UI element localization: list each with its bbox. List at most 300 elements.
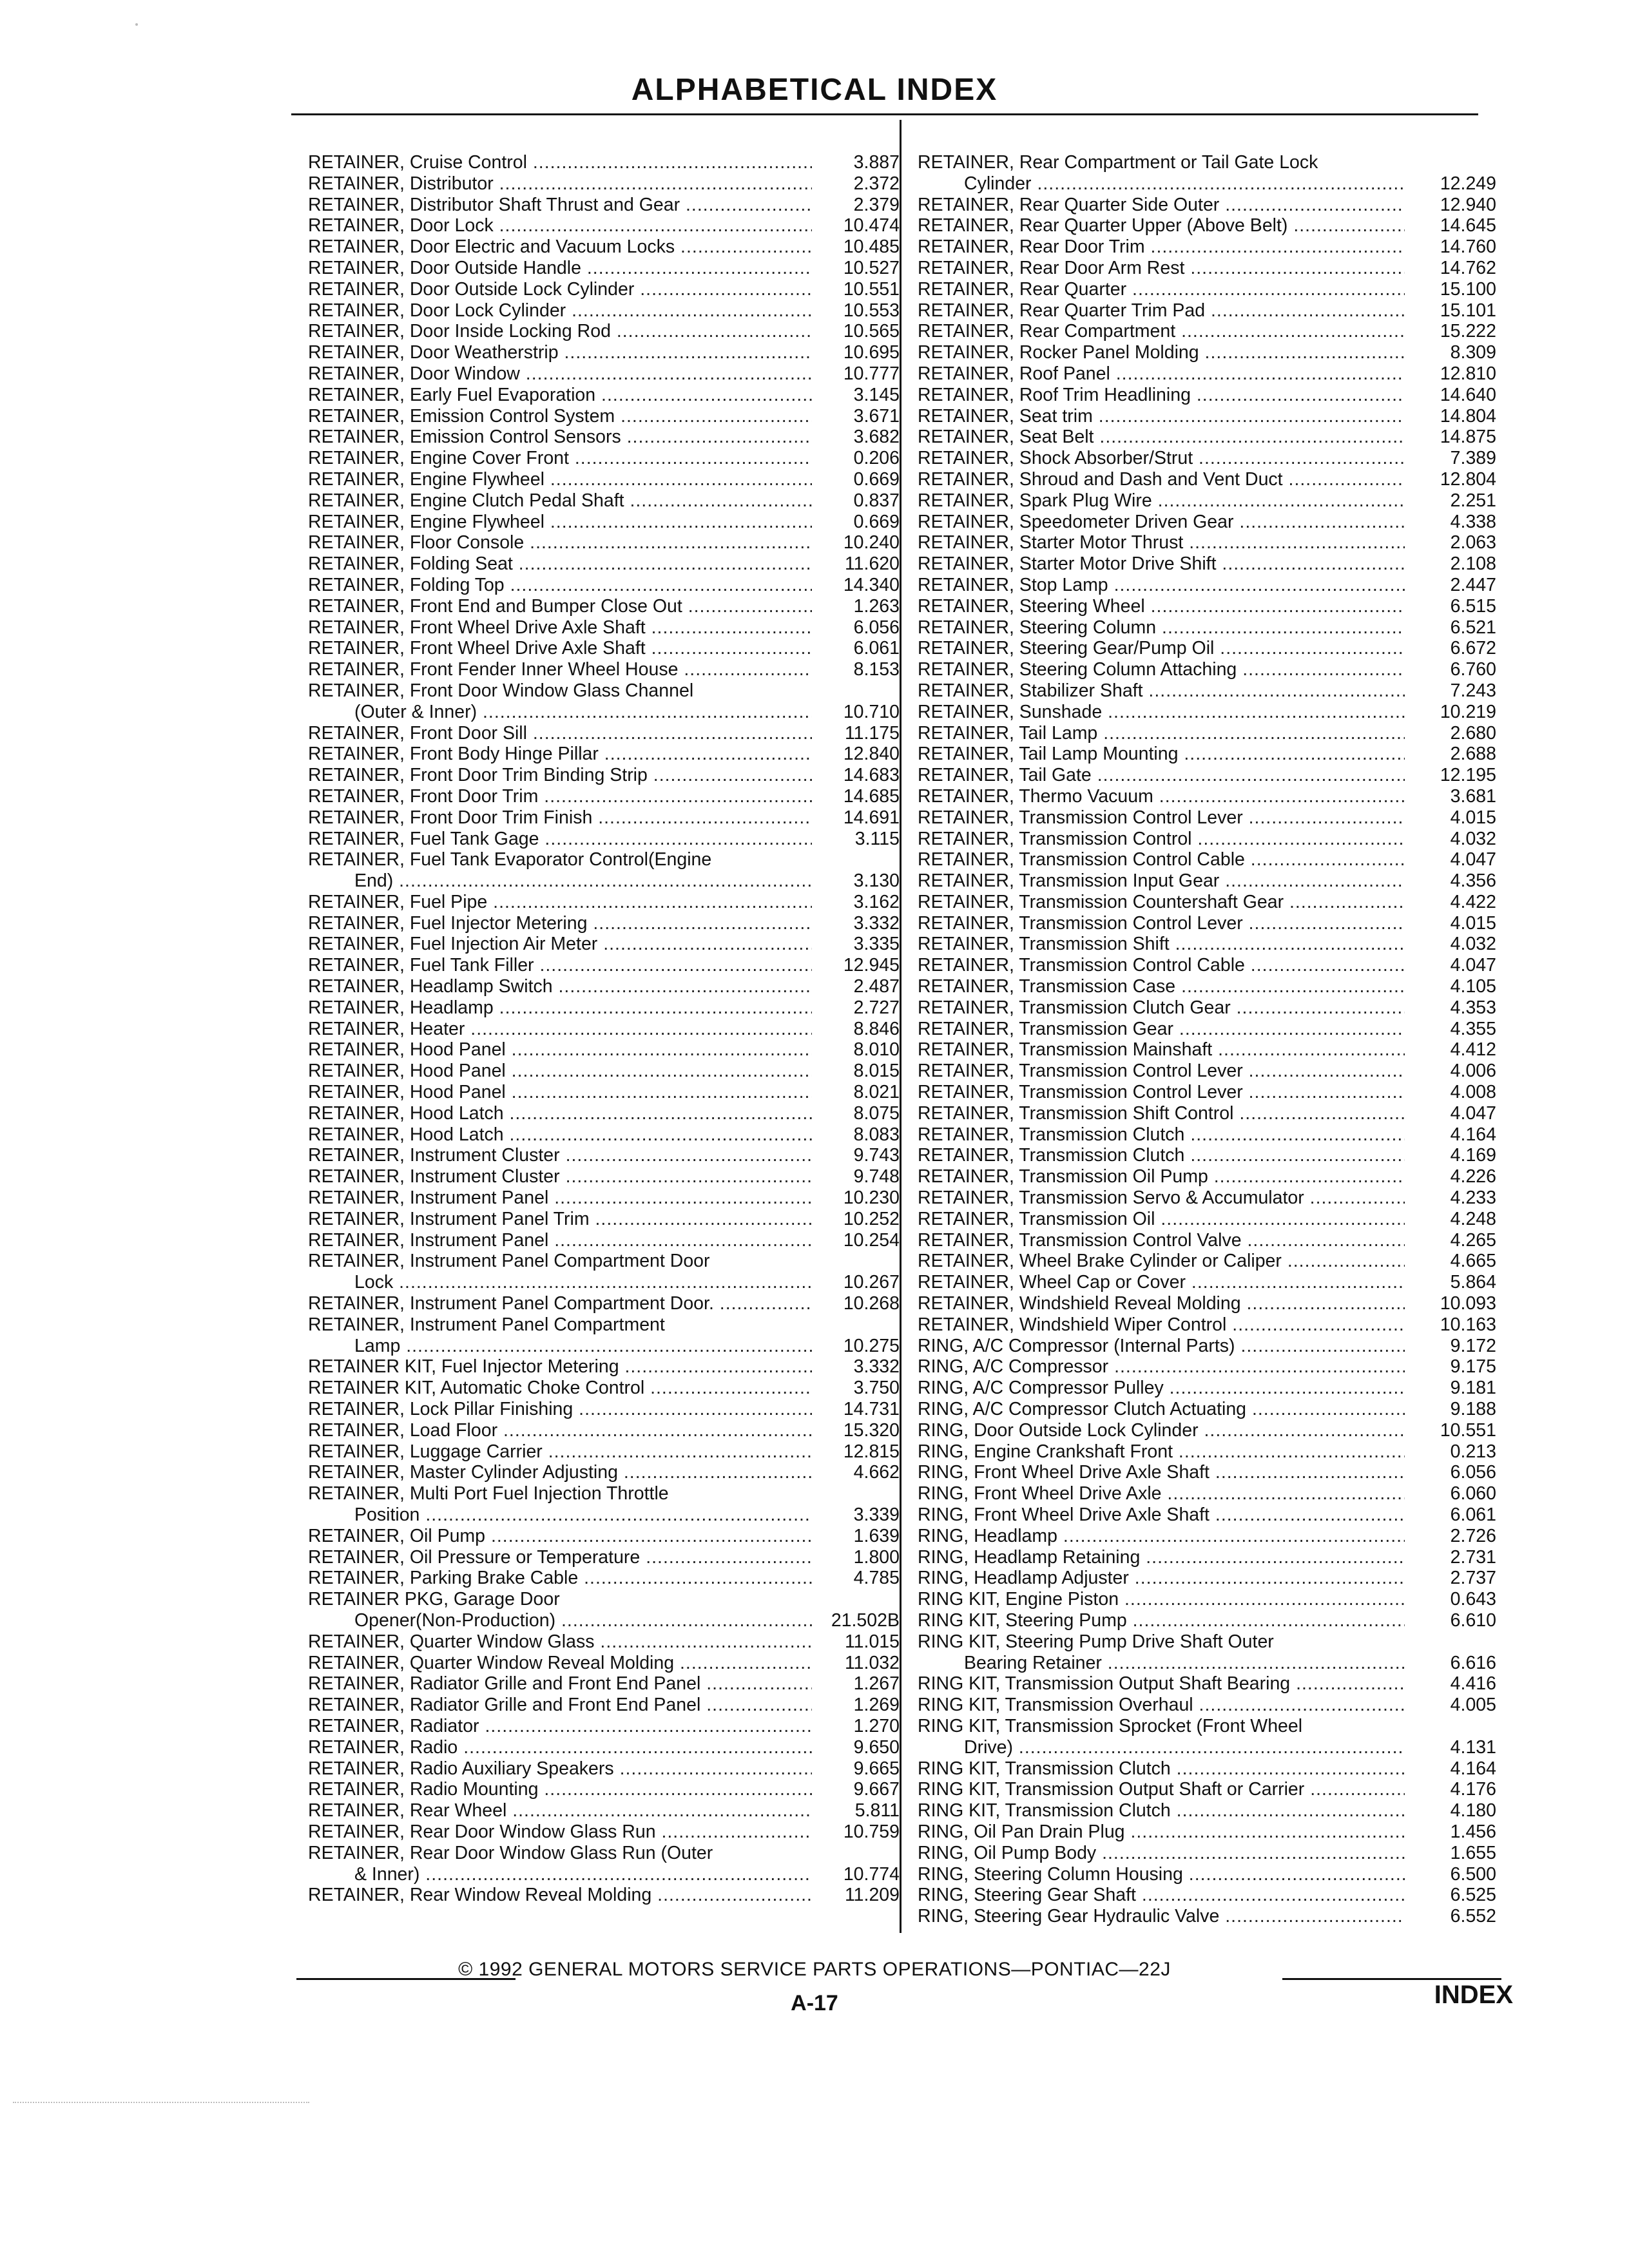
index-entry	[308, 596, 900, 617]
entry-page-ref: 4.665	[1450, 1251, 1496, 1272]
index-entry	[918, 1039, 1496, 1061]
entry-page-ref: 8.083	[853, 1124, 900, 1145]
entry-page-ref: 3.115	[854, 828, 900, 849]
index-entry	[308, 1124, 900, 1146]
entry-page-ref: 0.213	[1450, 1441, 1496, 1462]
entry-name: RETAINER, Instrument Panel Compartment Door	[308, 1251, 710, 1272]
entry-page-ref: 0.643	[1450, 1589, 1496, 1610]
index-entry	[918, 1526, 1496, 1547]
entry-name: RETAINER, Rear Quarter Side Outer .....	[918, 195, 1405, 216]
entry-name: RETAINER, Fuel Injector Metering .....	[308, 913, 812, 934]
index-entry	[918, 258, 1496, 279]
index-entry	[918, 1779, 1496, 1800]
entry-name: RING KIT, Steering Pump Drive Shaft Outer	[918, 1631, 1274, 1652]
index-entry	[308, 1251, 900, 1272]
entry-page-ref: 4.422	[1450, 891, 1496, 912]
entry-name: RETAINER, Engine Clutch Pedal Shaft .....	[308, 490, 812, 512]
index-entry	[308, 1209, 900, 1230]
index-entry	[918, 363, 1496, 385]
entry-name: RING, Front Wheel Drive Axle .....	[918, 1483, 1405, 1504]
index-entry	[308, 1716, 900, 1737]
index-entry	[308, 321, 900, 342]
index-entry	[918, 195, 1496, 216]
entry-page-ref: 14.760	[1440, 236, 1496, 258]
index-entry	[308, 427, 900, 448]
entry-page-ref: 9.172	[1450, 1335, 1496, 1356]
entry-name: RETAINER, Fuel Injection Air Meter .....	[308, 934, 812, 955]
entry-page-ref: 10.551	[843, 278, 900, 300]
entry-name: RETAINER, Steering Wheel .....	[918, 596, 1405, 617]
index-entry	[308, 744, 900, 765]
index-entry	[308, 1399, 900, 1420]
index-entry	[918, 702, 1496, 723]
entry-name: RETAINER PKG, Garage Door	[308, 1589, 560, 1610]
index-entry	[918, 1800, 1496, 1821]
index-entry	[918, 1547, 1496, 1568]
entry-name: RETAINER, Headlamp Switch .....	[308, 976, 812, 997]
index-entry	[308, 1293, 900, 1314]
entry-name: RETAINER, Hood Panel .....	[308, 1082, 812, 1103]
title-rule	[291, 113, 1478, 115]
index-entry	[918, 321, 1496, 342]
entry-page-ref: 12.945	[843, 955, 900, 976]
entry-name: RETAINER, Shock Absorber/Strut .....	[918, 448, 1405, 469]
entry-name: RING KIT, Transmission Clutch .....	[918, 1758, 1405, 1780]
index-entry	[308, 173, 900, 195]
entry-name: RETAINER, Instrument Panel Compartment Door. .....	[308, 1293, 812, 1314]
entry-name: RETAINER, Thermo Vacuum .....	[918, 786, 1405, 807]
entry-page-ref: 14.875	[1440, 427, 1496, 448]
entry-page-ref: 4.006	[1450, 1061, 1496, 1082]
entry-page-ref: 10.759	[843, 1821, 900, 1842]
index-entry	[918, 1673, 1496, 1695]
entry-name: RETAINER, Master Cylinder Adjusting .....	[308, 1462, 812, 1483]
index-entry	[308, 1821, 900, 1843]
index-entry	[918, 1568, 1496, 1589]
entry-name: RETAINER, Transmission Control Lever .....	[918, 1061, 1405, 1082]
entry-page-ref: 15.100	[1440, 278, 1496, 300]
entry-page-ref: 10.551	[1440, 1419, 1496, 1441]
index-entry	[918, 1758, 1496, 1780]
entry-page-ref: 0.206	[853, 448, 900, 469]
index-entry	[918, 680, 1496, 702]
entry-name: RETAINER, Folding Seat .....	[308, 553, 812, 575]
entry-page-ref: 10.268	[843, 1293, 900, 1314]
index-entry	[918, 1462, 1496, 1483]
index-entry	[308, 575, 900, 596]
index-entry	[308, 1145, 900, 1166]
index-entry	[918, 490, 1496, 512]
index-entry	[918, 849, 1496, 870]
entry-name: RING KIT, Transmission Sprocket (Front Wheel	[918, 1715, 1303, 1736]
entry-page-ref: 3.887	[853, 152, 900, 173]
entry-page-ref: 9.650	[853, 1736, 900, 1758]
entry-page-ref: 14.731	[843, 1399, 900, 1420]
entry-name: RETAINER, Transmission Shift .....	[918, 934, 1405, 955]
index-entry	[918, 1187, 1496, 1209]
entry-page-ref: 4.353	[1450, 997, 1496, 1018]
entry-name: RING, Steering Gear Shaft .....	[918, 1885, 1405, 1906]
entry-name: RETAINER, Roof Trim Headlining .....	[918, 385, 1405, 406]
index-entry	[308, 236, 900, 258]
entry-name: RETAINER, Lock Pillar Finishing .....	[308, 1399, 812, 1420]
index-entry	[918, 1821, 1496, 1843]
index-entry	[918, 892, 1496, 913]
entry-name: RING, A/C Compressor Pulley .....	[918, 1378, 1405, 1399]
index-entry	[918, 913, 1496, 934]
entry-page-ref: 4.785	[853, 1568, 900, 1589]
index-entry	[918, 1293, 1496, 1314]
index-entry	[918, 1019, 1496, 1040]
entry-page-ref: 14.645	[1440, 215, 1496, 236]
entry-name: RING KIT, Transmission Output Shaft or Carrier .....	[918, 1779, 1405, 1800]
entry-name: RING, Front Wheel Drive Axle Shaft .....	[918, 1462, 1405, 1483]
entry-page-ref: 11.175	[844, 722, 900, 744]
entry-name: RETAINER, Speedometer Driven Gear .....	[918, 512, 1405, 533]
entry-name: RETAINER, Windshield Wiper Control .....	[918, 1314, 1405, 1336]
entry-page-ref: 10.777	[843, 363, 900, 384]
entry-page-ref: 12.195	[1440, 765, 1496, 786]
entry-page-ref: 0.669	[853, 511, 900, 532]
entry-name: RING KIT, Steering Pump .....	[918, 1610, 1405, 1631]
entry-page-ref: 6.610	[1450, 1610, 1496, 1631]
footer-copyright: © 1992 GENERAL MOTORS SERVICE PARTS OPERATIONS—PONTIAC—22J	[458, 1959, 1171, 1980]
entry-name: RETAINER, Tail Lamp Mounting .....	[918, 744, 1405, 765]
entry-name: Cylinder .....	[918, 173, 1405, 195]
entry-name: RETAINER, Front Door Trim Finish .....	[308, 807, 812, 829]
entry-name: RETAINER, Stop Lamp .....	[918, 575, 1405, 596]
entry-name: RETAINER, Radio .....	[308, 1737, 812, 1758]
entry-name: RING, Headlamp .....	[918, 1526, 1405, 1547]
entry-page-ref: 6.061	[1450, 1504, 1496, 1525]
entry-page-ref: 2.063	[1450, 532, 1496, 553]
entry-name: RETAINER, Seat Belt .....	[918, 427, 1405, 448]
index-entry	[918, 1631, 1496, 1653]
entry-name: RETAINER, Emission Control System .....	[308, 406, 812, 427]
entry-page-ref: 6.760	[1450, 659, 1496, 680]
entry-name: RETAINER, Hood Latch .....	[308, 1124, 812, 1146]
index-entry	[308, 1314, 900, 1336]
index-entry	[918, 342, 1496, 363]
index-entry	[308, 1483, 900, 1504]
entry-name: RETAINER, Radiator Grille and Front End Panel .....	[308, 1673, 812, 1695]
entry-name: RETAINER, Emission Control Sensors .....	[308, 427, 812, 448]
entry-page-ref: 21.502B	[831, 1610, 900, 1631]
entry-page-ref: 10.219	[1440, 701, 1496, 722]
entry-name: RETAINER, Cruise Control .....	[308, 152, 812, 173]
index-entry	[918, 448, 1496, 469]
entry-name: RETAINER, Front Wheel Drive Axle Shaft .....	[308, 617, 812, 639]
entry-name: RING, Steering Gear Hydraulic Valve .....	[918, 1906, 1405, 1927]
entry-page-ref: 8.010	[853, 1039, 900, 1061]
index-entry	[308, 955, 900, 976]
entry-name: RETAINER, Luggage Carrier .....	[308, 1441, 812, 1463]
index-entry	[918, 1336, 1496, 1357]
entry-page-ref: 8.021	[853, 1082, 900, 1103]
entry-name: RETAINER, Quarter Window Reveal Molding .....	[308, 1653, 812, 1674]
index-entry	[308, 1758, 900, 1780]
entry-page-ref: 12.840	[843, 744, 900, 765]
entry-name: RETAINER, Front End and Bumper Close Out .....	[308, 596, 812, 617]
entry-name: RING, A/C Compressor Clutch Actuating .....	[918, 1399, 1405, 1420]
entry-name: RETAINER, Instrument Panel .....	[308, 1187, 812, 1209]
entry-page-ref: 9.175	[1450, 1356, 1496, 1378]
entry-page-ref: 15.320	[843, 1419, 900, 1441]
entry-page-ref: 4.131	[1450, 1736, 1496, 1758]
index-entry	[308, 934, 900, 955]
entry-page-ref: 9.743	[853, 1145, 900, 1166]
index-entry	[308, 892, 900, 913]
entry-name: RETAINER, Transmission Clutch .....	[918, 1124, 1405, 1146]
index-entry	[918, 1504, 1496, 1526]
entry-page-ref: 6.515	[1450, 595, 1496, 617]
entry-page-ref: 6.056	[853, 617, 900, 638]
index-entry	[308, 448, 900, 469]
index-entry	[308, 152, 900, 173]
entry-name: RETAINER, Starter Motor Thrust .....	[918, 532, 1405, 553]
entry-page-ref: 14.640	[1440, 384, 1496, 405]
entry-name: RETAINER, Rear Door Arm Rest .....	[918, 258, 1405, 279]
entry-name: RETAINER, Early Fuel Evaporation .....	[308, 385, 812, 406]
entry-page-ref: 14.762	[1440, 257, 1496, 278]
entry-name: RETAINER, Distributor .....	[308, 173, 812, 195]
entry-name: RETAINER, Door Lock Cylinder .....	[308, 300, 812, 322]
index-entry	[918, 638, 1496, 659]
entry-name: RETAINER, Front Body Hinge Pillar .....	[308, 744, 812, 765]
index-entry	[918, 1314, 1496, 1336]
index-entry	[918, 173, 1496, 195]
entry-page-ref: 12.804	[1440, 468, 1496, 490]
entry-page-ref: 0.837	[853, 490, 900, 511]
index-entry	[308, 1864, 900, 1885]
entry-name: RETAINER, Wheel Cap or Cover .....	[918, 1272, 1405, 1293]
entry-name: RING, A/C Compressor (Internal Parts) .....	[918, 1336, 1405, 1357]
entry-name: Opener(Non-Production) .....	[308, 1610, 812, 1631]
entry-page-ref: 1.639	[853, 1525, 900, 1546]
index-entry	[308, 1673, 900, 1695]
index-entry	[308, 1653, 900, 1674]
entry-page-ref: 4.265	[1450, 1229, 1496, 1251]
entry-page-ref: 5.811	[854, 1800, 900, 1821]
entry-name: RETAINER, Rear Wheel .....	[308, 1800, 812, 1821]
entry-page-ref: 4.662	[853, 1462, 900, 1483]
entry-page-ref: 3.339	[853, 1504, 900, 1525]
entry-name: RETAINER, Transmission Clutch .....	[918, 1145, 1405, 1166]
index-entry	[308, 1230, 900, 1251]
entry-name: Bearing Retainer .....	[918, 1653, 1405, 1674]
entry-name: RETAINER KIT, Fuel Injector Metering .....	[308, 1356, 812, 1378]
entry-name: RETAINER, Rocker Panel Molding .....	[918, 342, 1405, 363]
entry-name: RETAINER, Transmission Shift Control .....	[918, 1103, 1405, 1124]
entry-name: RETAINER, Seat trim .....	[918, 406, 1405, 427]
entry-page-ref: 4.105	[1450, 976, 1496, 997]
index-entry	[308, 659, 900, 680]
entry-page-ref: 10.267	[843, 1272, 900, 1293]
index-entry	[308, 1843, 900, 1864]
entry-page-ref: 4.047	[1450, 849, 1496, 870]
entry-page-ref: 1.269	[853, 1695, 900, 1716]
entry-name: RETAINER, Hood Panel .....	[308, 1061, 812, 1082]
entry-page-ref: 10.695	[843, 342, 900, 363]
entry-name: (Outer & Inner) .....	[308, 702, 812, 723]
entry-page-ref: 2.447	[1450, 574, 1496, 595]
entry-name: Lock .....	[308, 1272, 812, 1293]
index-entry	[918, 1716, 1496, 1737]
index-entry	[918, 215, 1496, 236]
entry-name: RETAINER, Distributor Shaft Thrust and Gear .....	[308, 195, 812, 216]
entry-name: RETAINER, Transmission Countershaft Gear .....	[918, 892, 1405, 913]
entry-name: RETAINER, Roof Panel .....	[918, 363, 1405, 385]
entry-name: RETAINER, Windshield Reveal Molding .....	[918, 1293, 1405, 1314]
entry-page-ref: 3.671	[853, 405, 900, 427]
entry-name: RETAINER, Door Weatherstrip .....	[308, 342, 812, 363]
entry-name: RETAINER, Folding Top .....	[308, 575, 812, 596]
entry-page-ref: 12.815	[843, 1441, 900, 1462]
index-entry	[308, 1187, 900, 1209]
entry-name: RETAINER, Wheel Brake Cylinder or Caliper .....	[918, 1251, 1405, 1272]
entry-name: RING, Door Outside Lock Cylinder .....	[918, 1420, 1405, 1441]
index-entry	[918, 1737, 1496, 1758]
entry-page-ref: 4.248	[1450, 1208, 1496, 1229]
entry-name: RETAINER, Radiator Grille and Front End Panel .....	[308, 1695, 812, 1716]
entry-page-ref: 2.379	[853, 194, 900, 215]
entry-name: Lamp .....	[308, 1336, 812, 1357]
entry-name: RETAINER, Rear Quarter Trim Pad .....	[918, 300, 1405, 322]
entry-name: RETAINER, Door Inside Locking Rod .....	[308, 321, 812, 342]
entry-name: RETAINER, Front Door Trim Binding Strip .....	[308, 765, 812, 786]
index-entry	[918, 1166, 1496, 1187]
entry-page-ref: 4.015	[1450, 912, 1496, 934]
entry-name: RING, Headlamp Adjuster .....	[918, 1568, 1405, 1589]
index-entry	[308, 279, 900, 300]
entry-page-ref: 2.108	[1450, 553, 1496, 575]
entry-name: RETAINER, Instrument Cluster .....	[308, 1166, 812, 1187]
entry-name: RETAINER KIT, Automatic Choke Control .....	[308, 1378, 812, 1399]
entry-page-ref: 4.355	[1450, 1018, 1496, 1039]
index-entry	[308, 1885, 900, 1906]
index-entry	[308, 1737, 900, 1758]
entry-name: RETAINER, Front Door Trim .....	[308, 786, 812, 807]
entry-page-ref: 6.056	[1450, 1462, 1496, 1483]
index-entry	[918, 807, 1496, 829]
entry-name: RETAINER, Steering Gear/Pump Oil .....	[918, 638, 1405, 659]
entry-name: RETAINER, Sunshade .....	[918, 702, 1405, 723]
scan-speck	[135, 23, 138, 26]
entry-page-ref: 14.804	[1440, 405, 1496, 427]
entry-name: RETAINER, Transmission Control .....	[918, 829, 1405, 850]
index-entry	[308, 723, 900, 744]
entry-name: RETAINER, Load Floor .....	[308, 1420, 812, 1441]
entry-page-ref: 8.153	[853, 659, 900, 680]
index-entry	[918, 976, 1496, 997]
entry-page-ref: 4.032	[1450, 828, 1496, 849]
entry-page-ref: 10.565	[843, 321, 900, 342]
entry-page-ref: 2.737	[1450, 1568, 1496, 1589]
entry-page-ref: 10.527	[843, 257, 900, 278]
entry-page-ref: 6.616	[1450, 1652, 1496, 1673]
entry-name: RETAINER, Front Fender Inner Wheel House .....	[308, 659, 812, 680]
index-entry	[308, 997, 900, 1019]
entry-name: RETAINER, Transmission Gear .....	[918, 1019, 1405, 1040]
entry-name: Position .....	[308, 1504, 812, 1526]
index-entry	[918, 1145, 1496, 1166]
index-entry	[308, 300, 900, 322]
index-entry	[918, 1209, 1496, 1230]
index-entry	[308, 870, 900, 892]
entry-page-ref: 4.008	[1450, 1082, 1496, 1103]
entry-page-ref: 11.620	[844, 553, 900, 575]
index-entry	[308, 1547, 900, 1568]
entry-page-ref: 14.683	[843, 765, 900, 786]
index-entry	[918, 427, 1496, 448]
entry-name: RETAINER, Steering Column .....	[918, 617, 1405, 639]
entry-page-ref: 10.553	[843, 300, 900, 321]
entry-name: RETAINER, Rear Compartment or Tail Gate Lock	[918, 152, 1318, 173]
entry-name: RETAINER, Transmission Servo & Accumulator .....	[918, 1187, 1405, 1209]
entry-name: RETAINER, Transmission Input Gear .....	[918, 870, 1405, 892]
index-entry	[308, 342, 900, 363]
index-entry	[308, 258, 900, 279]
entry-page-ref: 4.164	[1450, 1758, 1496, 1779]
entry-name: RING, Steering Column Housing .....	[918, 1864, 1405, 1885]
entry-name: RING, Headlamp Retaining .....	[918, 1547, 1405, 1568]
entry-name: RETAINER, Rear Door Window Glass Run .....	[308, 1821, 812, 1843]
entry-name: RETAINER, Transmission Mainshaft .....	[918, 1039, 1405, 1061]
index-entry	[918, 1420, 1496, 1441]
index-entry	[918, 829, 1496, 850]
index-entry	[918, 744, 1496, 765]
index-entry	[308, 1336, 900, 1357]
page-number: A-17	[791, 1991, 838, 2015]
index-entry	[308, 195, 900, 216]
entry-name: RETAINER, Transmission Control Valve .....	[918, 1230, 1405, 1251]
entry-page-ref: 12.249	[1440, 173, 1496, 194]
index-entry	[918, 1378, 1496, 1399]
entry-page-ref: 3.681	[1450, 785, 1496, 807]
entry-name: RETAINER, Rear Compartment .....	[918, 321, 1405, 342]
index-entry	[308, 469, 900, 490]
entry-page-ref: 2.680	[1450, 722, 1496, 744]
entry-page-ref: 6.060	[1450, 1483, 1496, 1504]
index-entry	[308, 553, 900, 575]
index-entry	[308, 1779, 900, 1800]
entry-name: RING, Engine Crankshaft Front .....	[918, 1441, 1405, 1463]
entry-page-ref: 3.162	[853, 891, 900, 912]
entry-page-ref: 10.093	[1440, 1293, 1496, 1314]
entry-page-ref: 4.015	[1450, 807, 1496, 828]
index-entry	[308, 1504, 900, 1526]
index-entry	[918, 575, 1496, 596]
entry-page-ref: 9.665	[853, 1758, 900, 1779]
entry-page-ref: 10.240	[843, 532, 900, 553]
index-entry	[308, 363, 900, 385]
index-entry	[918, 553, 1496, 575]
entry-page-ref: 3.335	[853, 934, 900, 955]
entry-page-ref: 10.254	[843, 1229, 900, 1251]
column-divider	[900, 120, 901, 1933]
entry-name: RETAINER, Instrument Cluster .....	[308, 1145, 812, 1166]
entry-page-ref: 10.230	[843, 1187, 900, 1209]
entry-name: RETAINER, Fuel Tank Filler .....	[308, 955, 812, 976]
index-entry	[308, 512, 900, 533]
index-entry	[308, 1378, 900, 1399]
entry-page-ref: 2.726	[1450, 1525, 1496, 1546]
entry-page-ref: 6.525	[1450, 1885, 1496, 1906]
index-entry	[918, 1251, 1496, 1272]
index-entry	[918, 300, 1496, 322]
index-entry	[918, 765, 1496, 786]
entry-name: RETAINER, Rear Door Window Glass Run (Outer	[308, 1842, 713, 1863]
